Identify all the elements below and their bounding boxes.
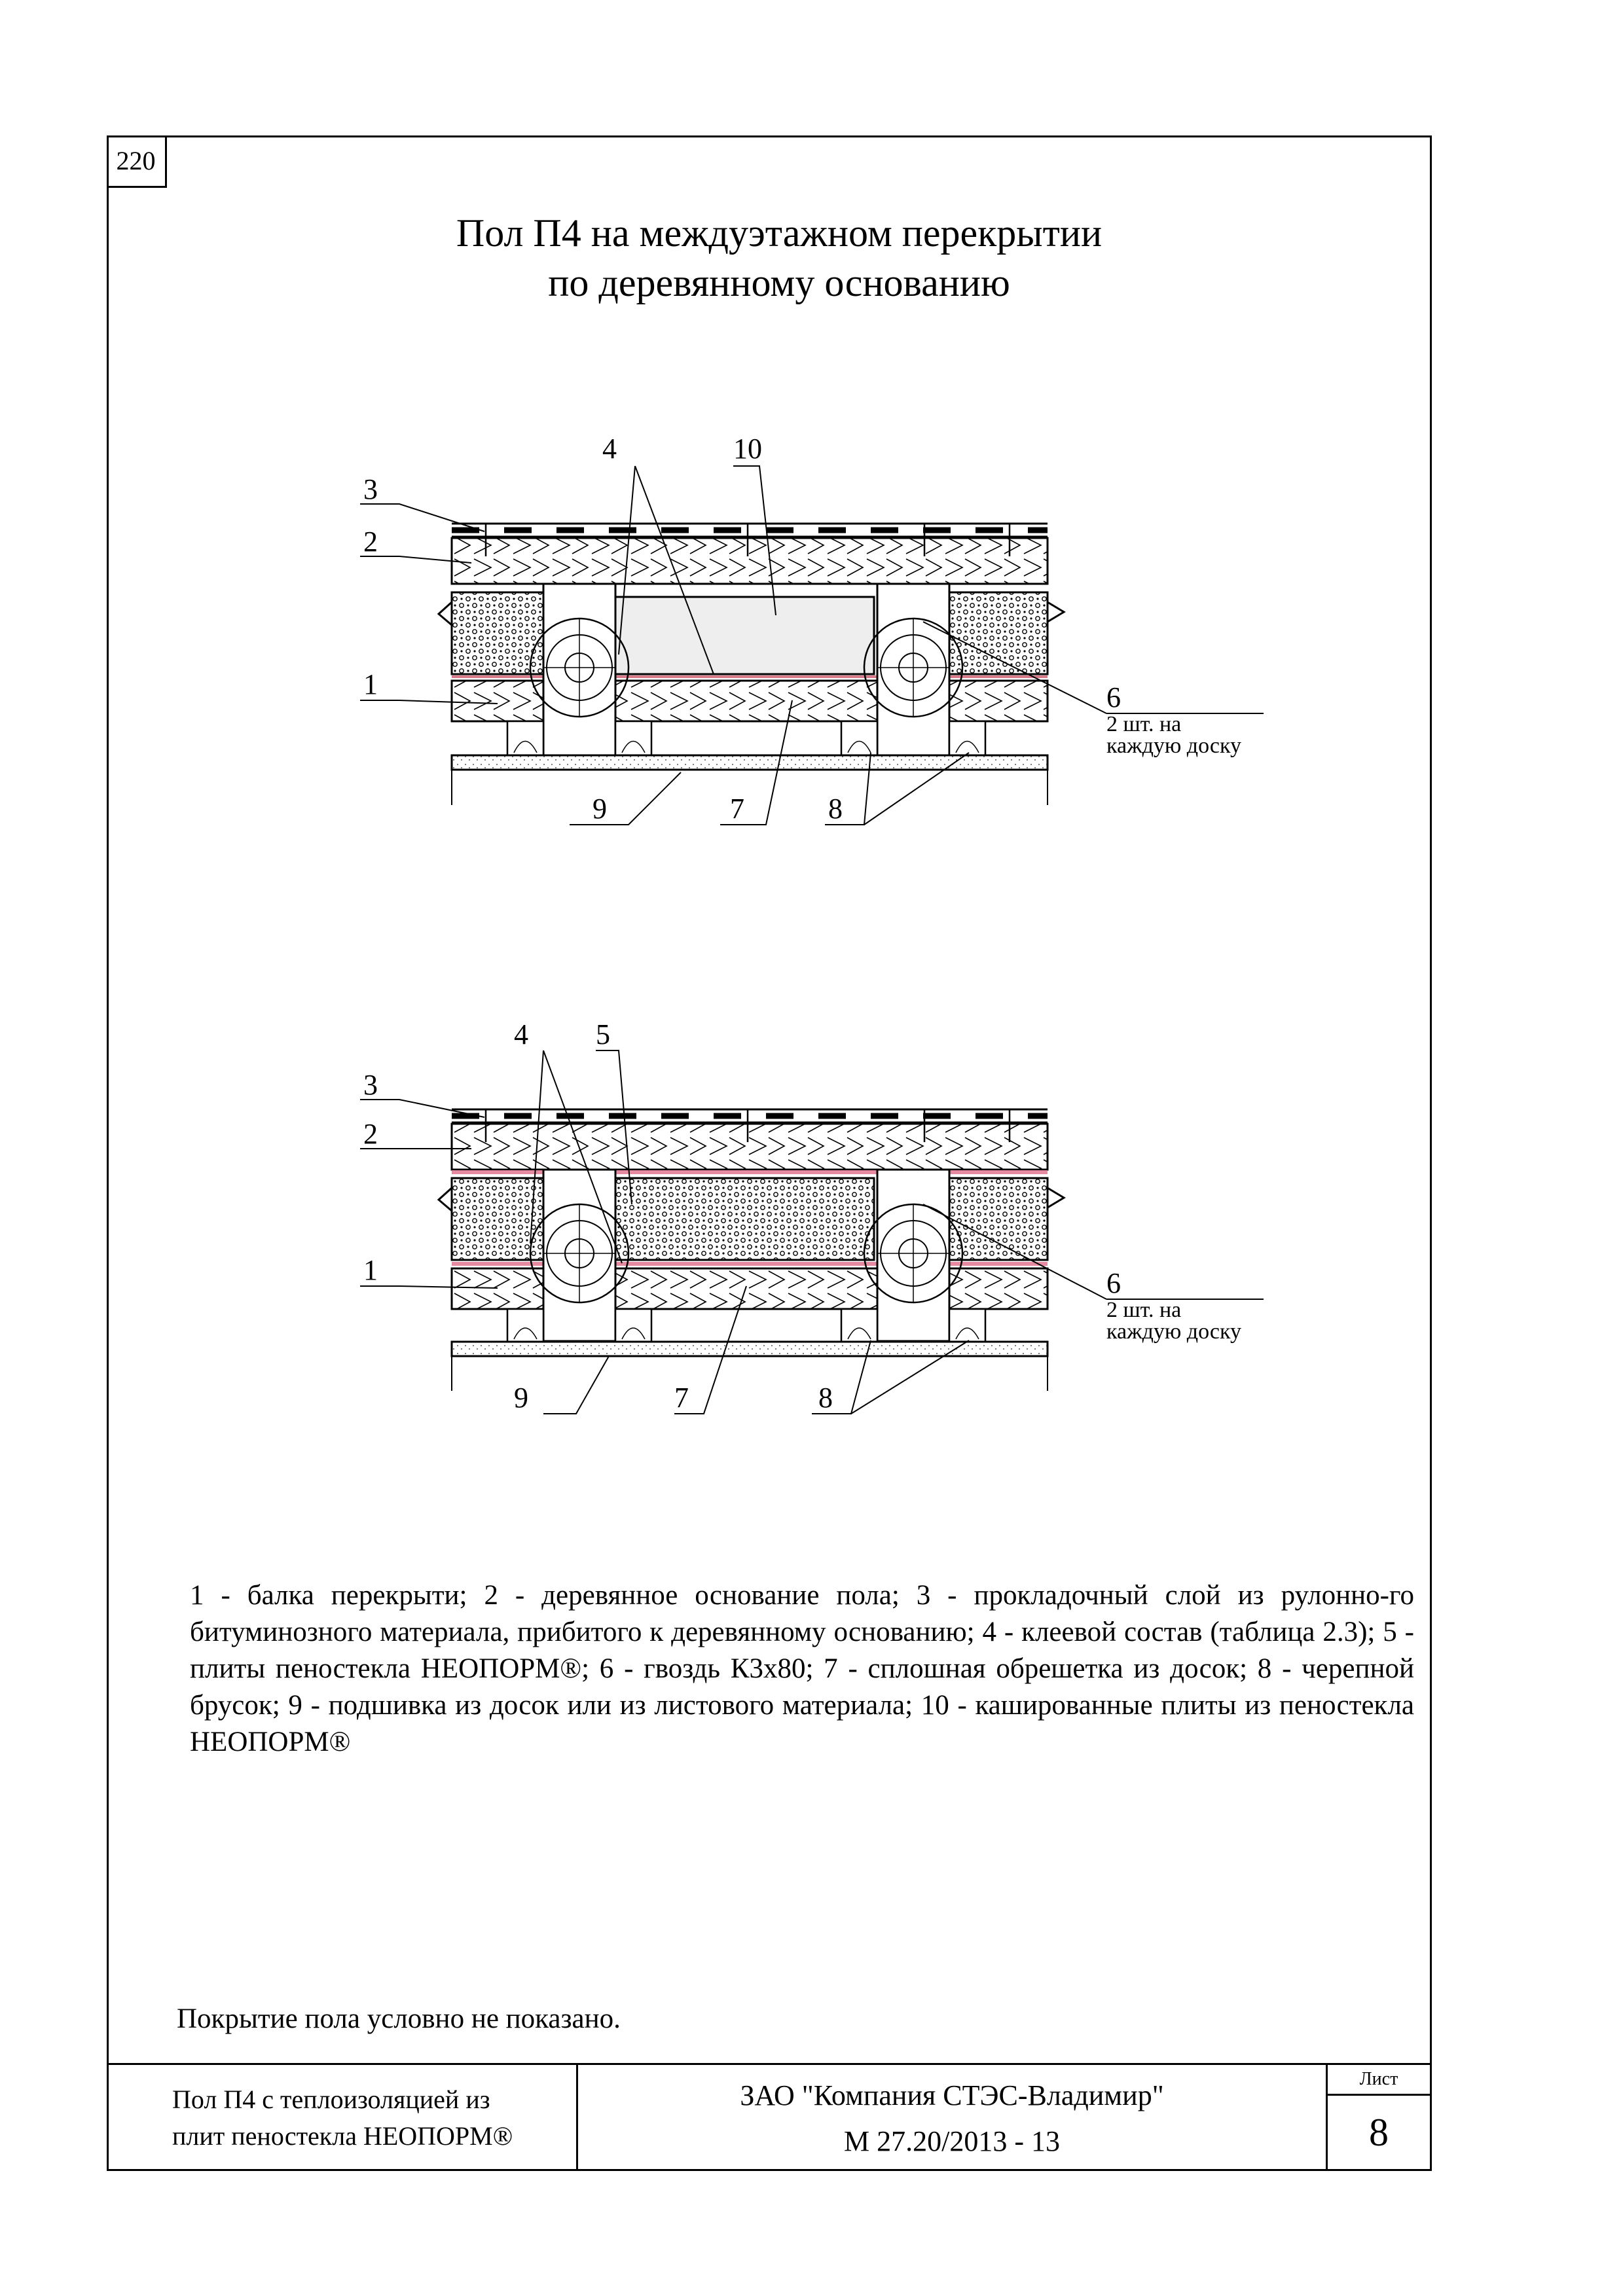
- callout-8: 8: [828, 793, 843, 825]
- insulation-right: [949, 592, 1048, 674]
- callout-5: 5: [596, 1018, 610, 1050]
- sheet-label: Лист: [1328, 2065, 1430, 2096]
- title-block-sheet: [1328, 2065, 1430, 2171]
- sheet-number: 8: [1369, 2111, 1389, 2154]
- callout-9: 9: [514, 1382, 528, 1414]
- layer-wood-base: [452, 1124, 1048, 1170]
- title-block-name-line1: Пол П4 с теплоизоляцией из: [172, 2085, 490, 2114]
- callout-7: 7: [730, 793, 744, 825]
- callout-3: 3: [363, 1069, 378, 1101]
- callout-7: 7: [674, 1382, 689, 1414]
- title-block-name: [107, 2065, 578, 2171]
- layer-bitumen: [452, 1109, 1048, 1122]
- section-bottom: [360, 1050, 1264, 1414]
- title-block: [107, 2063, 1432, 2171]
- callout-1: 1: [363, 1254, 378, 1286]
- callout-6: 6: [1106, 1267, 1121, 1299]
- title-block-name-line2: плит пеностекла НЕОПОРМ®: [172, 2121, 513, 2151]
- callout-1: 1: [363, 668, 378, 700]
- insulation-right: [949, 1178, 1048, 1260]
- callout-6-note-line1: 2 шт. на: [1106, 712, 1182, 736]
- layer-ceiling-lining: [452, 755, 1048, 770]
- drawing-title-line2: по деревянному основанию: [548, 261, 1010, 304]
- callout-6: 6: [1106, 681, 1121, 713]
- callout-10: 10: [733, 433, 762, 465]
- insulation-foamglass-5: [615, 1178, 874, 1260]
- callout-4: 4: [602, 433, 617, 465]
- note-text: Покрытие пола условно не показано.: [177, 2003, 621, 2034]
- layer-bitumen: [452, 524, 1048, 537]
- callout-2: 2: [363, 1118, 378, 1150]
- insulation-faced-10: [615, 597, 874, 674]
- callout-4: 4: [514, 1018, 528, 1050]
- joist-left: [530, 1170, 629, 1341]
- title-block-company: [578, 2065, 1328, 2171]
- insulation-left: [452, 592, 547, 674]
- layer-wood-base: [452, 538, 1048, 584]
- callout-8: 8: [818, 1382, 833, 1414]
- callout-9: 9: [593, 793, 607, 825]
- company-name: ЗАО "Компания СТЭС-Владимир": [740, 2079, 1164, 2111]
- layer-ceiling-lining: [452, 1342, 1048, 1356]
- joist-right: [864, 584, 962, 755]
- page-number: 220: [107, 135, 167, 188]
- callout-2: 2: [363, 526, 378, 558]
- legend-text: 1 - балка перекрыти; 2 - деревянное основание пола; 3 - прокладочный слой из рулонно-го битуминозного материала, прибитого к деревянному основанию; 4 - клеевой состав (таблица 2.3); 5 - плиты пеностекла НЕОПОРМ®; 6 - гвоздь К3х80; 7 - сплошная обрешетка из досок; 8 - черепной брусок; 9 - подшивка из досок или из листового материала; 10 - кашированные плиты из пеностекла НЕОПОРМ®: [190, 1580, 1414, 1757]
- callout-6-note-line1: 2 шт. на: [1106, 1298, 1182, 1322]
- document-code: М 27.20/2013 - 13: [844, 2125, 1060, 2157]
- callout-6-note-line2: каждую доску: [1106, 734, 1242, 758]
- callout-3: 3: [363, 473, 378, 505]
- section-top: [360, 466, 1264, 825]
- joist-left: [530, 584, 629, 755]
- callout-6-note-line2: каждую доску: [1106, 1319, 1242, 1344]
- drawing-title-line1: Пол П4 на междуэтажном перекрытии: [456, 211, 1103, 255]
- joist-right: [864, 1170, 962, 1341]
